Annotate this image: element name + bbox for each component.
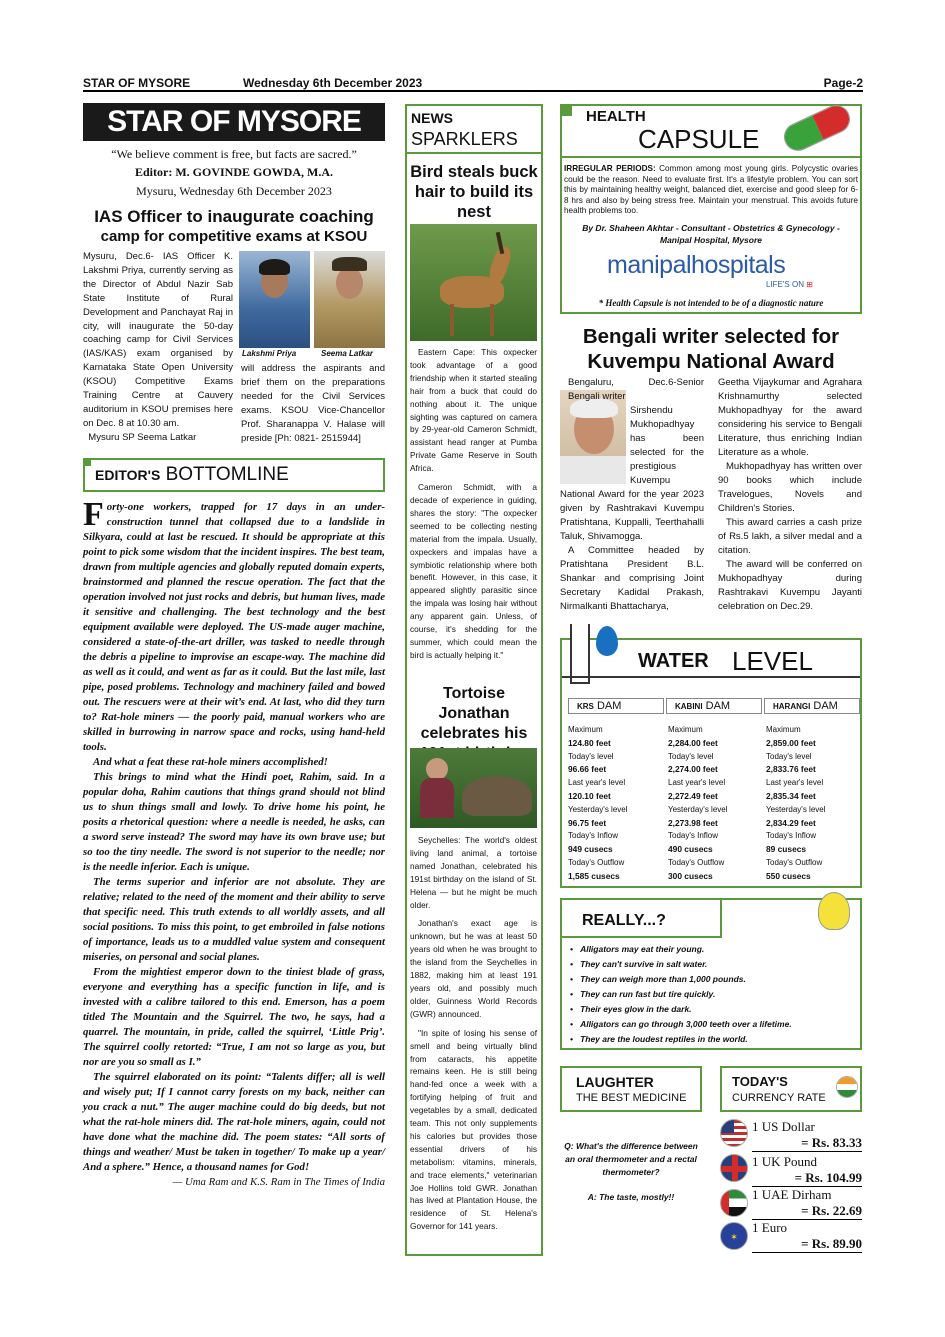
fact-item: • They are the loudest reptiles in the world.	[570, 1034, 748, 1044]
harangi-values: Maximum 2,859.00 feet Today's level 2,833.76 feet Last year's level 2,835.34 feet Yesterday's level 2,834.29 feet Today's Inflow 89 cusecs Today's Outflow 550 cusecs	[766, 725, 826, 881]
us-flag-icon	[720, 1119, 748, 1147]
capsule-icon	[779, 101, 854, 156]
editor-line: Editor: M. GOVINDE GOWDA, M.A.	[135, 165, 333, 179]
bird-story: Eastern Cape: This oxpecker took advantage of a good friendship when it started stealing hair from a buck that could do nothing about it. The unique sighting was captured on camera by 29-year-old Cameron Schmidt, assistant head ranger at Pumba Private Game Reserve in South Africa. Cameron Schmidt, with a decade of experience in guiding, shares the story: "The oxpecker seemed to be collecting nesting material from the impala. Usually, oxpeckers and impalas have a symbiotic relationship where both benefit. However, in this case, it appeared slightly parasitic since the impala was losing hair without any apparent gain. Unless, of course, it's shedding for the summer, which could mean the bird is actually helping it."	[410, 347, 537, 660]
rate-usd: 1 US Dollar = Rs. 83.33	[752, 1119, 862, 1150]
caption-lakshmi-priya: Lakshmi Priya	[242, 349, 297, 358]
fact-item: • They can run fast but tire quickly.	[570, 989, 716, 999]
rate-aed: 1 UAE Dirham = Rs. 22.69	[752, 1187, 862, 1218]
dam-harangi: HARANGI DAM	[764, 698, 860, 714]
news-sparklers-header: NEWS SPARKLERS	[405, 104, 543, 154]
laughter-header: LAUGHTER THE BEST MEDICINE	[560, 1066, 702, 1112]
water-level-box	[560, 638, 862, 888]
water-drop-icon	[596, 626, 618, 656]
krs-values: Maximum 124.80 feet Today's level 96.66 feet Last year's level 120.10 feet Yesterday's level 96.75 feet Today's Inflow 949 cusecs Today's Outflow 1,585 cusecs	[568, 725, 628, 881]
dateline: Mysuru, Wednesday 6th December 2023	[136, 184, 332, 198]
health-capsule-header: HEALTH CAPSULE	[560, 104, 862, 158]
masthead-logo: STAR OF MYSORE	[83, 103, 385, 141]
uk-flag-icon	[720, 1154, 748, 1182]
manipal-logo: manipalhospitals	[607, 251, 786, 279]
editorial-credit: — Uma Ram and K.S. Ram in The Times of India	[172, 1176, 385, 1188]
currency-header: TODAY'S CURRENCY RATE	[720, 1066, 862, 1112]
eu-flag-icon: ✶	[720, 1222, 748, 1250]
fact-item: • Their eyes glow in the dark.	[570, 1004, 692, 1014]
laughter-question: Q: What's the difference between an oral thermometer and a rectal thermometer?	[564, 1141, 698, 1177]
page-header	[83, 76, 863, 92]
impala-photo	[410, 224, 537, 341]
rate-gbp: 1 UK Pound = Rs. 104.99	[752, 1154, 862, 1185]
tortoise-photo	[410, 748, 537, 828]
motto: “We believe comment is free, but facts are sacred.”	[111, 147, 357, 161]
laughter-answer: A: The taste, mostly!!	[587, 1192, 675, 1202]
water-wave	[562, 676, 860, 682]
lightbulb-icon	[818, 892, 850, 930]
health-text: IRREGULAR PERIODS: Common among most young girls. Polycystic ovaries could be the reason. Need to evaluate first. It's a lifestyle problem. You can sort this by maintaining healthy weight, balanced diet, exercise and good sleep for 6-8 hrs and also by being stress free. Maintain your menstrual. This avoids future health problems too.	[564, 164, 858, 215]
tortoise-story: Seychelles: The world's oldest living land animal, a tortoise named Jonathan, celebrated his 191st birthday on the island of St. Helena — but he might be much older. Jonathan's exact age is unknown, but he was at least 50 years old when he was brought to the island from the Seychelles in 1882, making him at least 191 years old, and possibly much older, Guinness World Records (GWR) announced. "In spite of losing his sense of smell and being virtually blind from cataracts, his appetite remains keen. He is still being hand-fed once a week with a fortifying helping of fruit and vegetables by a small, dedicated team. This not only supplements his calories but provides those essential drivers of his metabolism: vitamins, minerals, and trace elements," veterinarian Joe Hollins told GWR. Jonathan has lived at Plantation House, the residence of St. Helena's Governor for 141 years.	[410, 835, 537, 1232]
fact-item: • Alligators may eat their young.	[570, 944, 705, 954]
water-label-b: LEVEL	[732, 646, 813, 676]
rate-eur: 1 Euro = Rs. 89.90	[752, 1220, 862, 1251]
tortoise-headline: Tortoise Jonathan celebrates his	[420, 685, 528, 742]
health-disclaimer: * Health Capsule is not intended to be of a diagnostic nature	[598, 298, 824, 308]
bengali-col1: Bengaluru, Dec.6-Senior Bengali writer Sirshendu Mukhopadhyay has been selected for the prestigious Kuvempu National Award for the year 2023 given by Rashtrakavi Kuvempu Pratishtana, Kuppalli, Teerthahalli Taluk, Shivamogga. A Committee headed by Pratishtana President B.L. Shankar and comprising Joint Secretary Kadidal Prakash, Nirmalkanti Bhattacharya,	[560, 377, 704, 612]
fact-item: • They can weigh more than 1,000 pounds.	[570, 974, 746, 984]
kabini-values: Maximum 2,284.00 feet Today's level 2,274.00 feet Last year's level 2,272.49 feet Yesterday's level 2,273.98 feet Today's Inflow 490 cusecs Today's Outflow 300 cusecs	[668, 725, 728, 881]
fact-item: • They can't survive in salt water.	[570, 959, 708, 969]
ias-body-col1: Mysuru, Dec.6- IAS Officer K. Lakshmi Priya, currently serving as the Director of Abdul Nazir Sab State Institute of Rural Development and Panchayat Raj in city, will inaugurate the 50-day coaching camp for Civil Services (IAS/KAS) exam organised by Karnataka State Open University (KSOU) Competitive Exams Training Centre at Cauvery auditorium in KSOU premises here on Dec. 8 at 10.30 am. Mysuru SP Seema Latkar	[83, 251, 233, 443]
page-number: Page-2	[823, 76, 863, 90]
health-byline: By Dr. Shaheen Akhtar - Consultant - Obstetrics & Gynecology - Manipal Hospital, Mysore	[582, 223, 840, 245]
bird-headline: Bird steals buck hair to build its nest	[410, 163, 538, 221]
dam-krs: KRS DAM	[568, 698, 664, 714]
editors-bottomline-header: EDITOR'S BOTTOMLINE	[83, 458, 385, 492]
ias-photos	[239, 251, 385, 358]
photo-lakshmi-priya	[239, 251, 310, 348]
ias-body-col2: will address the aspirants and brief them on the preparations needed for the Civil Services exams. KSOU Vice-Chancellor Prof. Sharanappa V. Halase will preside [Ph: 0821- 2515944]	[241, 363, 385, 444]
fact-item: • Alligators can go through 3,000 teeth over a lifetime.	[570, 1019, 792, 1029]
paper-name: STAR OF MYSORE	[83, 76, 191, 90]
india-flag-icon	[836, 1076, 858, 1098]
ias-headline: IAS Officer to inaugurate coaching camp for competitive exams at KSOU	[94, 207, 374, 245]
dam-kabini: KABINI DAM	[666, 698, 762, 714]
editorial-body: Forty-one workers, trapped for 17 days in an under-construction tunnel that collapsed due to a landslide in Silkyara, could at last be rescued. It should be appropriate at this point to pick some wisdom that the incident inspires. The best team, drawn from multiple agencies and globally reputed domain experts, brainstormed and planned the rescue operation. The fact that the operation involved not just rocks and debris, but human lives, made it sensitive and challenging. The best technology and the best equipment available were deployed. The US-made auger machine, considered a state-of-the-art driller, was tasked to needle through the debris a pipeline to improvise an escape-way. The machine did as well as it could, and went as far as it could. But the last mile, last pipe, posed problems. Technology and machinery failed and bowed out. The rescuers were at their wit’s end. At last, who did they turn to? Rat-hole miners — the poorly paid, manual workers who are skilled in burrowing in narrow space and rocks, using hand-held tools. And what a feat these rat-hole miners accomplished! This brings to mind what the Hindi poet, Rahim, said. In a popular doha, Rahim cautions that things grand should not blind us to shun things small and lowly. To drive home his point, he posits a rhetorical question: where a needle is needed, he asks, can a sword serve instead? The sword may have its own brave use; but so too the tiny needle. The sword is not superior to the needle; nor is the needle inferior. Each is unique. The terms superior and inferior are not absolute. They are relative; related to the need of the moment and their ability to serve that specific need. This truth extends to all worldly assets, and all social positions. To miss this point, to get embroiled in false notions of importance, leads us to a muddled value system and consequent miseries, on personal and social planes. From the mightiest emperor down to the tiniest blade of grass, everyone and everything has a specific function in life, and is invested with a calibre tailored to this end. Emerson, has a poem titled The Mountain and the Squirrel. The two, he says, had a quarrel. The mountain, in pride, called the squirrel, ‘Little Prig’. The squirrel coolly retorted: “True, I am not so large as you, but nor are you so small as I.” The squirrel elaborated on its point: “Talents differ; all is well and wisely put; If I cannot carry forests on my back, neither can you crack a nut.” The auger machine could do big deeds, but not what the rat-hole miners did. The rat-hole miners, again, could not have done what the machine did. The poem states: “All sorts of things and weather/ Must be taken in together/ To make up a year/ And a sphere.” Hence, a thousand names for God! — Uma Ram and K.S. Ram in The Times of India	[83, 496, 385, 1188]
bengali-headline: Bengali writer selected for Kuvempu National Award	[582, 325, 840, 373]
bengali-col2: Geetha Vijaykumar and Agrahara Krishnamurthy selected Mukhopadhyay for the award considering his service to Bengali Literature, thus enriching Indian Literature as a whole. Mukhopadhyay has written over 90 books which include Travelogues, Novels and Children's Stories. This award carries a cash prize of Rs.5 lakh, a silver medal and a citation. The award will be conferred on Mukhopadhyay during Rashtrakavi Kuvempu Jayanti celebration on Dec.29.	[718, 377, 862, 612]
water-label-a: WATER	[638, 650, 709, 672]
caption-seema-latkar: Seema Latkar	[321, 349, 374, 358]
header-date: Wednesday 6th December 2023	[243, 76, 423, 90]
gauge-icon	[570, 624, 590, 684]
drop-cap: F	[83, 496, 104, 533]
photo-seema-latkar	[314, 251, 385, 348]
manipal-tagline: LIFE'S ON ⊞	[766, 280, 813, 289]
plus-icon: ⊞	[806, 280, 813, 289]
really-list	[570, 942, 858, 1047]
really-header: REALLY...?	[562, 900, 722, 938]
uae-flag-icon	[720, 1189, 748, 1217]
really-box	[560, 898, 862, 1050]
